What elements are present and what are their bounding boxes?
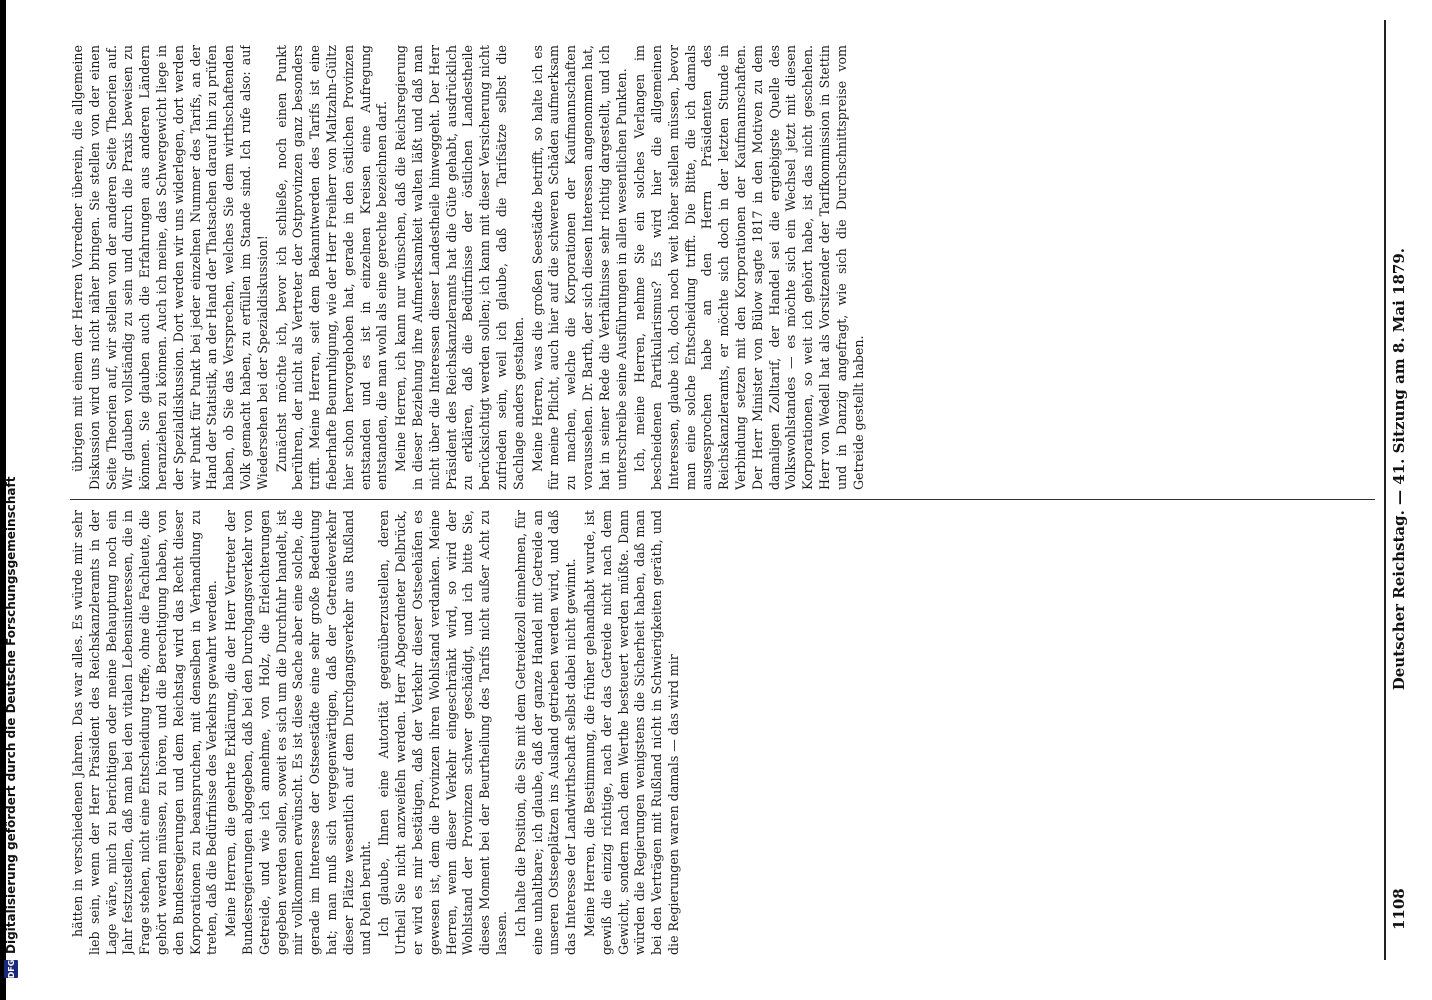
paragraph: Meine Herren, die geehrte Erklärung, die der Herr Vertreter der Bundesregierungen abgegeben, daß bei den Durchgangsverkehr von Getreide, und wie ich annehme, von Holz, die Erleichterungen gegeben werden sollen, soweit es sich um die Durchfuhr handelt, ist mir vollkommen erwünscht. Es ist diese Sache aber eine solche, die gerade im Interesse der Ostseestädte eine sehr große Bedeutung hat; man muß sich vergegenwärtigen, daß der Getreideverkehr dieser Plätze wesentlich auf dem Durchgangsverkehr aus Rußland und Polen beruht. bbox=[223, 510, 373, 955]
header-rule bbox=[1384, 20, 1386, 960]
credit-text: Digitalisierung gefördert durch die Deutsche Forschungsgemeinschaft bbox=[4, 476, 18, 954]
page-title: Deutscher Reichstag. — 41. Sitzung am 8. Mai 1879. bbox=[1390, 248, 1408, 691]
text-column-left bbox=[70, 45, 1375, 490]
digitization-credit bbox=[0, 0, 22, 1000]
page-header bbox=[1390, 50, 1418, 930]
paragraph: übrigen mit einem der Herren Vorredner überein, die allgemeine Diskussion wird uns nicht näher bringen. Sie stellen von der einen Seite Theorien auf, wir stellen von der anderen Seite Theorien auf. Wir glauben vollständig zu sein und durch die Praxis beweisen zu können. Sie glauben auch die Erfahrungen aus anderen Ländern heranziehen zu können. Auch ich meine, das Schwergewicht liege in der Spezialdiskussion. Dort werden wir uns widerlegen, dort werden wir Punkt für Punkt bei jeder einzelnen Nummer des Tarifs, an der Hand der Statistik, an der Hand der Thatsachen darauf hin zu prüfen haben, ob Sie das Versprechen, welches Sie dem wirthschaftenden Volk gemacht haben, zu erfüllen im Stande sind. Ich rufe also: auf Wiedersehen bei der Spezialdiskussion! bbox=[70, 45, 270, 490]
dfg-logo: DFG bbox=[4, 960, 18, 978]
paragraph: Meine Herren, was die großen Seestädte betrifft, so halte ich es für meine Pflicht, auch hier auf die schweren Schäden aufmerksam zu machen, welche die Korporationen der Kaufmannschaften voraussehen. Dr. Barth, der sich diesen Interessen angenommen hat, hat in seiner Rede die Verhältnisse sehr richtig dargestellt, und ich unterschreibe seine Ausführungen in allen wesentlichen Punkten. bbox=[529, 45, 629, 490]
paragraph: Ich halte die Position, die Sie mit dem Getreidezoll einnehmen, für eine unhaltbare; ich glaube, daß der ganze Handel mit Getreide an unseren Ostseeplätzen ins Ausland getrieben werden wird, und daß das Interesse der Landwirthschaft selbst dabei nicht gewinnt. bbox=[512, 510, 579, 955]
paragraph: Zunächst möchte ich, bevor ich schließe, noch einen Punkt berühren, der nicht als Vertreter der Ostprovinzen ganz besonders trifft. Meine Herren, seit dem Bekanntwerden des Tarifs ist eine fieberhafte Beunruhigung, wie der Herr Freiherr von Maltzahn-Gültz hier schon hervorgehoben hat, gerade in den östlichen Provinzen entstanden und es ist in einzelnen Kreisen eine Aufregung entstanden, die man wohl als eine gerechte bezeichnen darf. bbox=[273, 45, 390, 490]
paragraph: Ich glaube, Ihnen eine Autorität gegenüberzustellen, deren Urtheil Sie nicht anzweifeln werden. Herr Abgeordneter Delbrück, er wird es mir bestätigen, daß der Verkehr dieser Ostseehäfen es gewesen ist, dem die Provinzen ihren Wohlstand verdanken. Meine Herren, wenn dieser Verkehr eingeschränkt wird, so wird der Wohlstand der Provinzen schwer geschädigt, und ich bitte Sie, dieses Moment bei der Beurtheilung des Tarifs nicht außer Acht zu lassen. bbox=[376, 510, 509, 955]
page-number: 1108 bbox=[1390, 888, 1408, 930]
paragraph: Meine Herren, ich kann nur wünschen, daß die Reichsregierung in dieser Beziehung ihre Aufmerksamkeit walten läßt und daß man nicht über die Interessen dieser Landestheile hinweggeht. Der Herr Präsident des Reichskanzleramts hat die Güte gehabt, ausdrücklich zu erklären, daß die Bedürfnisse der östlichen Landestheile berücksichtigt werden sollen; ich kann mit dieser Versicherung nicht zufrieden sein, weil ich glaube, daß die Tarifsätze selbst die Sachlage anders gestalten. bbox=[393, 45, 526, 490]
column-divider bbox=[70, 499, 1375, 500]
paragraph: Meine Herren, die Bestimmung, die früher gehandhabt wurde, ist gewiß die einzig richtige, nach der das Getreide nicht nach dem Gewicht, sondern nach dem Werthe besteuert werden müßte. Dann würden die Regierungen wenigstens die Sicherheit haben, daß man bei den Verträgen mit Rußland nicht in Schwierigkeiten geräth, und die Regierungen waren damals — das wird mir bbox=[581, 510, 681, 955]
text-column-right bbox=[70, 510, 1375, 955]
paragraph: Ich, meine Herren, nehme Sie ein solches Verlangen im bescheidenen Partikularismus? Es wird hier die allgemeinen Interessen, glaube ich, doch noch weit höher stellen müssen, bevor man eine solche Entscheidung trifft. Die Bitte, die ich damals ausgesprochen habe an den Herrn Präsidenten des Reichskanzleramts, er möchte sich doch in der letzten Stunde in Verbindung setzen mit den Korporationen der Kaufmannschaften. Der Herr Minister von Bülow sagte 1817 in den Motiven zu dem damaligen Zolltarif, der Handel sei die ergiebigste Quelle des Volkswohlstandes — es möchte sich ein Wechsel jetzt mit diesen Korporationen, so weit ich gehört habe, ist das nicht geschehen. Herr von Wedell hat als Vorsitzender der Tarifkommission in Stettin und in Danzig angefragt, wie sich die Durchschnittspreise vom Getreide gestellt haben. bbox=[632, 45, 866, 490]
paragraph: hätten in verschiedenen Jahren. Das war alles. Es würde mir sehr lieb sein, wenn der Herr Präsident des Reichskanzleramts in der Lage wäre, mich zu berichtigen oder meine Behauptung noch ein Jahr festzustellen, daß man bei den vitalen Lebensinteressen, die in Frage stehen, nicht eine Entscheidung treffe, ohne die Fachleute, die gehört werden müssen, zu hören, und die Berechtigung haben, von den Bundesregierungen und dem Reichstag wird das Recht dieser Korporationen zu beanspruchen, mit denselben in Verhandlung zu treten, daß die Bedürfnisse des Verkehrs gewahrt werden. bbox=[70, 510, 220, 955]
